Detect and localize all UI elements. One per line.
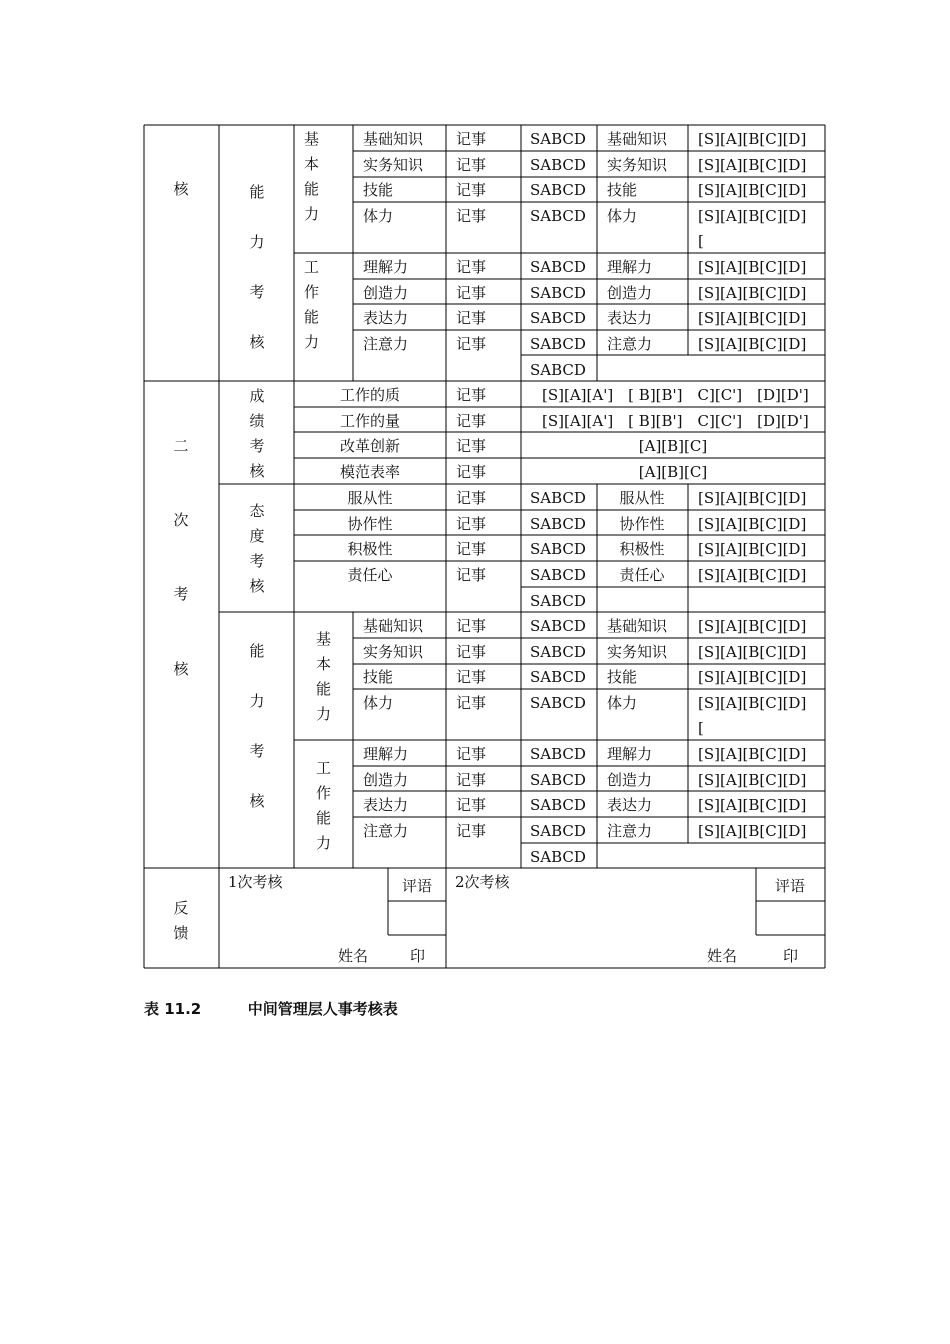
record-label: 记事 [456,668,487,686]
record-label: 记事 [456,335,487,353]
record-label: 记事 [456,463,487,481]
rating-options-wrap: [ [698,232,704,250]
record-label: 记事 [456,796,487,814]
record-label: 记事 [456,694,487,712]
item-label: 实务知识 [363,156,424,174]
item-label: 创造力 [607,771,653,789]
item-label: 实务知识 [607,643,668,661]
ability-char: 核 [249,792,265,810]
item-label: 基础知识 [607,617,668,635]
feedback-char: 反 [173,899,189,917]
item-label: 理解力 [607,745,653,763]
item-label: 工作的质 [339,386,401,404]
rating-options-fine: [S][A][A'] [ B][B'] C][C'] [D][D'] [542,386,809,404]
second-review-title: 2次考核 [455,873,510,891]
item-label: 创造力 [607,284,653,302]
rating-letters: SABCD [530,796,586,814]
record-label: 记事 [456,284,487,302]
item-label: 表达力 [607,309,653,327]
rating-letters: SABCD [530,258,586,276]
performance-char: 核 [249,462,265,480]
rating-letters: SABCD [530,309,586,327]
rating-letters: SABCD [530,181,586,199]
item-label: 注意力 [607,335,653,353]
record-label: 记事 [456,156,487,174]
basic-ability-char: 能 [316,680,332,698]
record-label: 记事 [456,617,487,635]
feedback-char: 馈 [173,924,189,942]
basic-ability-char: 本 [316,655,332,673]
rating-letters: SABCD [530,515,586,533]
ability-char: 考 [249,283,265,301]
rating-options: [S][A][B[C][D] [698,796,807,814]
item-label: 体力 [363,694,394,712]
rating-options: [S][A][B[C][D] [698,694,807,712]
performance-char: 成 [249,387,265,405]
item-label: 理解力 [363,258,409,276]
item-label: 体力 [363,207,394,225]
item-label: 积极性 [619,540,665,558]
record-label: 记事 [456,745,487,763]
comment-label: 评语 [401,877,433,895]
rating-options-abc: [A][B][C] [638,463,708,481]
record-label: 记事 [456,412,487,430]
name-label: 姓名 [707,947,738,965]
item-label: 协作性 [619,515,665,533]
rating-letters: SABCD [530,771,586,789]
record-label: 记事 [456,771,487,789]
performance-char: 绩 [249,412,265,430]
rating-options: [S][A][B[C][D] [698,540,807,558]
rating-options: [S][A][B[C][D] [698,130,807,148]
rating-letters: SABCD [530,284,586,302]
item-label: 技能 [363,668,394,686]
item-label: 服从性 [619,489,665,507]
record-label: 记事 [456,130,487,148]
record-label: 记事 [456,181,487,199]
record-label: 记事 [456,540,487,558]
item-label: 实务知识 [607,156,668,174]
rating-letters: SABCD [530,335,586,353]
work-ability-char: 能 [316,809,332,827]
item-label: 理解力 [607,258,653,276]
rating-letters: SABCD [530,617,586,635]
rating-letters: SABCD [530,668,586,686]
item-label: 责任心 [619,566,665,584]
rating-options: [S][A][B[C][D] [698,489,807,507]
record-label: 记事 [456,822,487,840]
item-label: 服从性 [347,489,393,507]
item-label: 体力 [607,207,638,225]
attitude-char: 态 [249,502,265,520]
work-ability-char: 作 [304,283,320,301]
name-label: 姓名 [338,947,369,965]
rating-options: [S][A][B[C][D] [698,156,807,174]
rating-options: [S][A][B[C][D] [698,335,807,353]
comment-label: 评语 [774,877,806,895]
record-label: 记事 [456,566,487,584]
basic-ability-char: 基 [316,630,332,648]
ability-char: 能 [249,642,265,660]
second-review-char: 考 [173,585,189,603]
basic-ability-char: 基 [304,130,320,148]
rating-letters: SABCD [530,207,586,225]
item-label: 协作性 [347,515,393,533]
record-label: 记事 [456,207,487,225]
rating-options: [S][A][B[C][D] [698,515,807,533]
rating-options: [S][A][B[C][D] [698,643,807,661]
caption-number: 表 11.2 [144,1000,202,1018]
item-label: 改革创新 [339,437,401,455]
item-label: 注意力 [607,822,653,840]
seal-label: 印 [783,947,799,965]
rating-options-wrap: [ [698,719,704,737]
item-label: 注意力 [363,822,409,840]
second-review-char: 二 [173,437,189,455]
record-label: 记事 [456,258,487,276]
work-ability-char: 工 [316,759,332,777]
attitude-char: 度 [249,527,265,545]
item-label: 创造力 [363,284,409,302]
rating-letters: SABCD [530,540,586,558]
rating-options: [S][A][B[C][D] [698,617,807,635]
item-label: 理解力 [363,745,409,763]
rating-options: [S][A][B[C][D] [698,181,807,199]
rating-options: [S][A][B[C][D] [698,745,807,763]
item-label: 基础知识 [607,130,668,148]
caption-title: 中间管理层人事考核表 [247,1000,398,1018]
seal-label: 印 [410,947,426,965]
record-label: 记事 [456,515,487,533]
rating-letters: SABCD [530,489,586,507]
item-label: 表达力 [363,309,409,327]
ability-char: 力 [249,692,265,710]
rating-options: [S][A][B[C][D] [698,668,807,686]
rating-options: [S][A][B[C][D] [698,309,807,327]
ability-char: 力 [249,233,265,251]
rating-letters: SABCD [530,130,586,148]
ability-char: 核 [249,333,265,351]
second-review-char: 次 [173,511,189,529]
rating-letters: SABCD [530,822,586,840]
item-label: 模范表率 [339,463,401,481]
basic-ability-char: 本 [304,155,320,173]
basic-ability-char: 能 [304,180,320,198]
rating-options-abc: [A][B][C] [638,437,708,455]
rating-options: [S][A][B[C][D] [698,822,807,840]
work-ability-char: 能 [304,308,320,326]
item-label: 基础知识 [363,617,424,635]
table-caption [144,998,398,1019]
record-label: 记事 [456,489,487,507]
item-label: 工作的量 [339,412,401,430]
rating-letters: SABCD [530,592,586,610]
item-label: 实务知识 [363,643,424,661]
ability-char: 能 [249,183,265,201]
rating-letters: SABCD [530,848,586,866]
category-he: 核 [173,180,189,198]
rating-options: [S][A][B[C][D] [698,258,807,276]
basic-ability-char: 力 [316,705,332,723]
performance-char: 考 [249,437,265,455]
item-label: 责任心 [347,566,393,584]
work-ability-char: 工 [304,258,320,276]
second-review-char: 核 [173,660,189,678]
rating-letters: SABCD [530,694,586,712]
rating-letters: SABCD [530,566,586,584]
item-label: 表达力 [607,796,653,814]
record-label: 记事 [456,386,487,404]
item-label: 技能 [607,668,638,686]
item-label: 注意力 [363,335,409,353]
rating-options: [S][A][B[C][D] [698,771,807,789]
record-label: 记事 [456,437,487,455]
attitude-char: 考 [249,552,265,570]
item-label: 体力 [607,694,638,712]
rating-options: [S][A][B[C][D] [698,284,807,302]
ability-char: 考 [249,742,265,760]
rating-options-fine: [S][A][A'] [ B][B'] C][C'] [D][D'] [542,412,809,430]
item-label: 基础知识 [363,130,424,148]
item-label: 技能 [363,181,394,199]
rating-letters: SABCD [530,156,586,174]
work-ability-char: 力 [316,834,332,852]
first-review-title: 1次考核 [228,873,283,891]
record-label: 记事 [456,309,487,327]
work-ability-char: 力 [304,333,320,351]
item-label: 创造力 [363,771,409,789]
rating-letters: SABCD [530,361,586,379]
rating-options: [S][A][B[C][D] [698,207,807,225]
basic-ability-char: 力 [304,205,320,223]
rating-letters: SABCD [530,643,586,661]
work-ability-char: 作 [316,784,332,802]
item-label: 技能 [607,181,638,199]
record-label: 记事 [456,643,487,661]
attitude-char: 核 [249,577,265,595]
rating-options: [S][A][B[C][D] [698,566,807,584]
item-label: 积极性 [347,540,393,558]
rating-letters: SABCD [530,745,586,763]
item-label: 表达力 [363,796,409,814]
